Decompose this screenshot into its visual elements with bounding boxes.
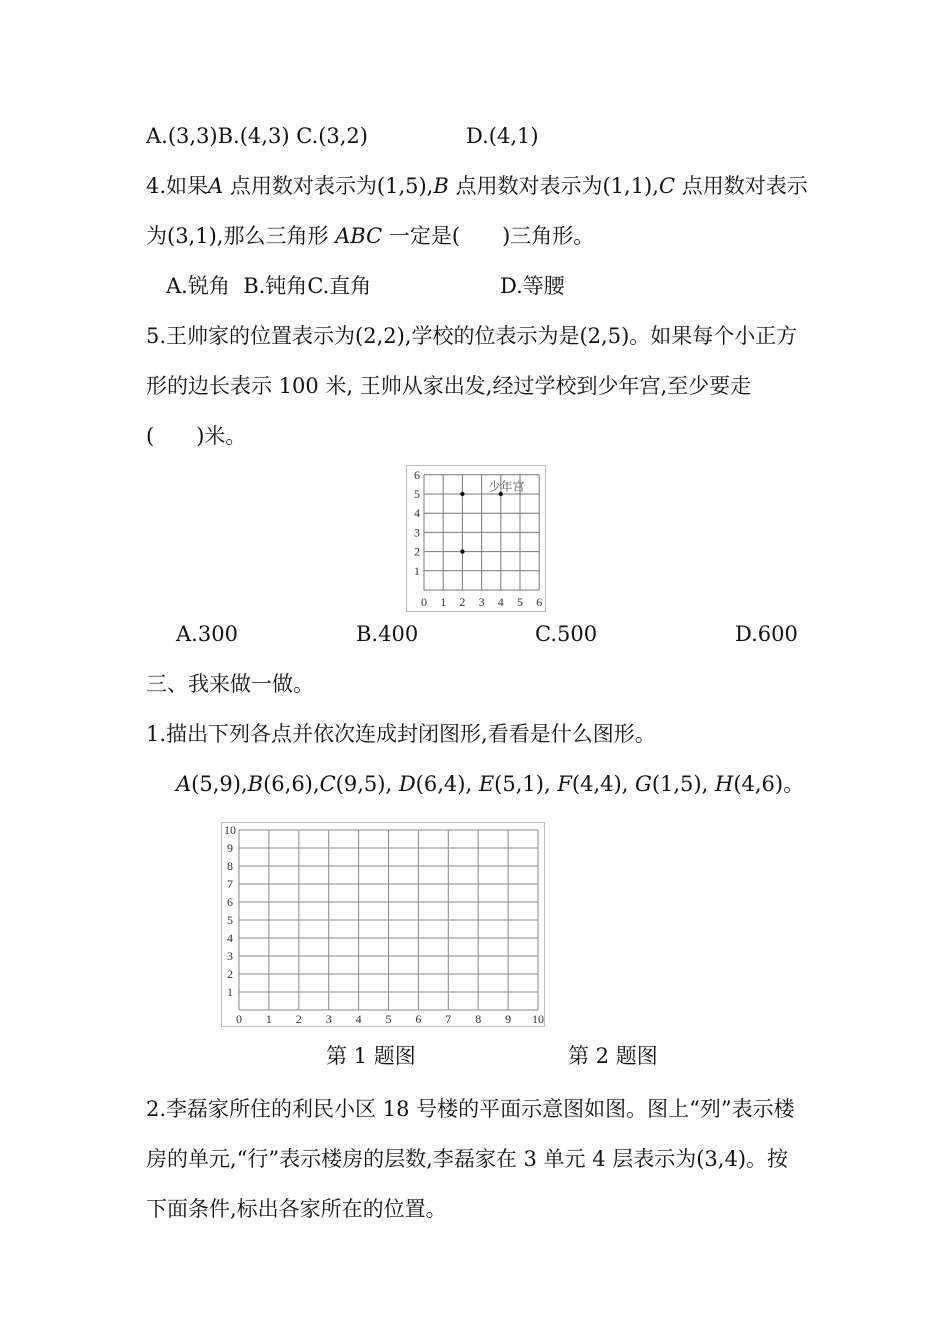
y-tick-label: 2 bbox=[227, 967, 233, 981]
point-separator: , bbox=[385, 772, 399, 796]
q3-option-b: B.(4,3) bbox=[217, 124, 290, 148]
s3-q1-text: 1.描出下列各点并依次连成封闭图形,看看是什么图形。 bbox=[146, 722, 656, 746]
point-b-label: B bbox=[433, 174, 449, 198]
caption-figure-2: 第 2 题图 bbox=[568, 1044, 658, 1068]
s3-grid-figure bbox=[221, 822, 545, 1027]
x-tick-label: 6 bbox=[415, 1012, 422, 1026]
y-tick-label: 10 bbox=[224, 823, 236, 837]
point-separator: , bbox=[465, 772, 479, 796]
x-tick-label: 10 bbox=[532, 1012, 544, 1026]
point-separator: , bbox=[701, 772, 715, 796]
x-tick-label: 0 bbox=[236, 1012, 242, 1026]
s3-q2-line2: 房的单元,“行”表示楼房的层数,李磊家在 3 单元 4 层表示为(3,4)。按 bbox=[146, 1147, 789, 1171]
x-tick-label: 3 bbox=[478, 595, 485, 609]
point-coord: (4,6) bbox=[733, 772, 784, 796]
x-tick-label: 1 bbox=[265, 1012, 272, 1026]
x-tick-label: 5 bbox=[517, 595, 523, 609]
y-tick-label: 6 bbox=[227, 895, 233, 909]
q3-option-d: D.(4,1) bbox=[466, 124, 539, 148]
s3-q2-line3: 下面条件,标出各家所在的位置。 bbox=[146, 1197, 447, 1221]
y-tick-label: 3 bbox=[227, 949, 233, 963]
x-tick-label: 0 bbox=[421, 595, 427, 609]
y-tick-label: 5 bbox=[227, 913, 233, 927]
q5-option-a: A.300 bbox=[176, 622, 238, 646]
section3-title: 三、我来做一做。 bbox=[146, 672, 314, 696]
x-tick-label: 8 bbox=[475, 1012, 482, 1026]
point-coord: (9,5) bbox=[335, 772, 386, 796]
point-name-a: A bbox=[176, 772, 192, 796]
q5-option-d: D.600 bbox=[735, 622, 798, 646]
point-c-label: C bbox=[658, 174, 676, 198]
point-coord: (6,4) bbox=[415, 772, 466, 796]
q4-text: 点用数对表示为(1,5), bbox=[223, 174, 434, 198]
q4-option-d: D.等腰 bbox=[500, 274, 565, 298]
x-tick-label: 2 bbox=[295, 1012, 302, 1026]
q4-text: 为(3,1),那么三角形 bbox=[146, 224, 336, 248]
point-coord: (4,4) bbox=[571, 772, 622, 796]
x-tick-label: 1 bbox=[440, 595, 447, 609]
q4-line1 bbox=[146, 172, 808, 200]
point-separator: , bbox=[621, 772, 636, 796]
y-tick-label: 2 bbox=[414, 544, 420, 559]
q4-line2 bbox=[146, 222, 594, 250]
point-coord: (5,9) bbox=[191, 772, 241, 796]
point-separator: , bbox=[312, 772, 320, 796]
x-tick-label: 4 bbox=[497, 595, 504, 609]
x-tick-label: 3 bbox=[325, 1012, 332, 1026]
x-tick-label: 4 bbox=[355, 1012, 362, 1026]
point-name-b: B bbox=[247, 772, 264, 796]
y-tick-label: 9 bbox=[227, 841, 233, 855]
x-tick-label: 5 bbox=[385, 1012, 392, 1026]
q5-option-c: C.500 bbox=[535, 622, 598, 646]
x-tick-label: 7 bbox=[445, 1012, 452, 1026]
point-name-h: H bbox=[714, 772, 734, 796]
q5-option-b: B.400 bbox=[356, 622, 419, 646]
point-coord: (6,6) bbox=[263, 772, 313, 796]
x-tick-label: 9 bbox=[505, 1012, 512, 1026]
q5-line1: 5.王帅家的位置表示为(2,2),学校的位表示为是(2,5)。如果每个小正方 bbox=[146, 324, 798, 348]
q4-option-b: B.钝角 bbox=[243, 274, 308, 298]
point-coord: (1,5) bbox=[651, 772, 702, 796]
q5-grid-svg bbox=[407, 466, 545, 611]
y-tick-label: 3 bbox=[414, 525, 420, 540]
q4-text: 点用数对表示为(1,1), bbox=[448, 174, 659, 198]
x-tick-label: 2 bbox=[459, 595, 466, 609]
q3-option-a: A.(3,3) bbox=[146, 124, 218, 148]
y-tick-label: 1 bbox=[414, 563, 420, 578]
y-tick-label: 4 bbox=[227, 931, 233, 945]
q4-option-c: C.直角 bbox=[307, 274, 372, 298]
q5-line2: 形的边长表示 100 米, 王帅从家出发,经过学校到少年宫,至少要走 bbox=[146, 374, 752, 398]
point-name-g: G bbox=[635, 772, 652, 796]
q4-text: 点用数对表示 bbox=[675, 174, 808, 198]
grid-point bbox=[460, 492, 464, 496]
y-tick-label: 8 bbox=[227, 859, 233, 873]
triangle-label: ABC bbox=[335, 224, 383, 248]
y-tick-label: 6 bbox=[414, 467, 420, 482]
y-tick-label: 5 bbox=[414, 487, 420, 501]
point-a-label: A bbox=[208, 174, 224, 198]
caption-figure-1: 第 1 题图 bbox=[326, 1044, 416, 1068]
q4-option-a: A.锐角 bbox=[166, 274, 230, 298]
q3-options bbox=[146, 122, 368, 150]
q4-text: 一定是( )三角形。 bbox=[382, 224, 595, 248]
s3-grid-svg bbox=[222, 823, 544, 1026]
s3-q1-points bbox=[176, 770, 804, 798]
s3-q2-line1: 2.李磊家所住的利民小区 18 号楼的平面示意图如图。图上“列”表示楼 bbox=[146, 1097, 795, 1121]
point-separator: , bbox=[240, 772, 248, 796]
point-separator: 。 bbox=[783, 772, 805, 796]
q4-options bbox=[166, 272, 371, 300]
y-tick-label: 1 bbox=[227, 985, 233, 999]
q5-line3: ( )米。 bbox=[146, 424, 247, 448]
point-name-c: C bbox=[319, 772, 336, 796]
y-tick-label: 7 bbox=[227, 877, 233, 891]
point-coord: (5,1) bbox=[494, 772, 544, 796]
y-tick-label: 4 bbox=[414, 506, 420, 521]
q5-grid-figure bbox=[406, 465, 546, 612]
point-name-d: D bbox=[398, 772, 416, 796]
point-name-e: E bbox=[478, 772, 495, 796]
point-name-f: F bbox=[557, 772, 572, 796]
q3-option-c: C.(3,2) bbox=[296, 124, 368, 148]
point-separator: , bbox=[543, 772, 558, 796]
x-tick-label: 6 bbox=[536, 595, 543, 609]
q4-text: 4.如果 bbox=[146, 174, 209, 198]
grid-point bbox=[460, 549, 464, 553]
place-label-youth-palace: 少年宫 bbox=[488, 479, 525, 494]
